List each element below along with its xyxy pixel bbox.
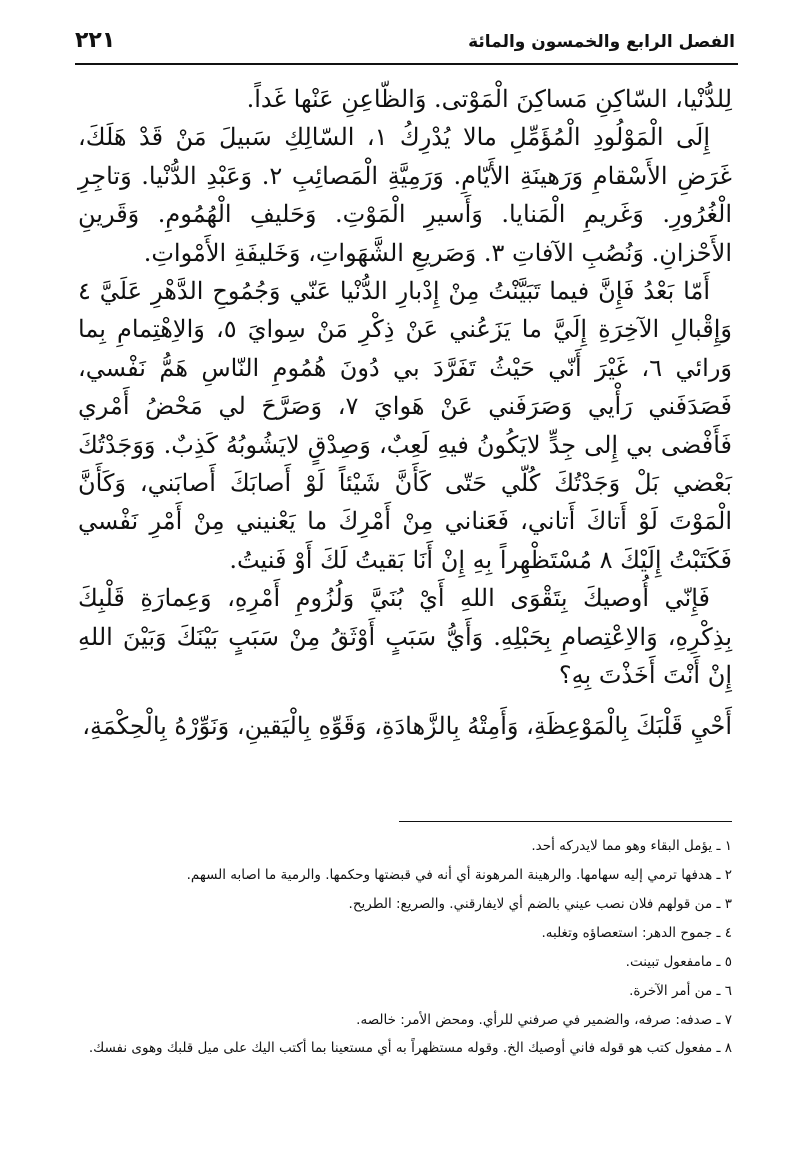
paragraph: أَحْيِ قَلْبَكَ بِالْمَوْعِظَةِ، وَأَمِتْهُ بِالزَّهادَةِ، وَقَوِّهِ بِالْيَقينِ، وَنَوِّرْهُ بِالْحِكْمَةِ، xyxy=(82,711,732,740)
page-number: ٢٢١ xyxy=(75,28,116,53)
footnote-divider xyxy=(399,821,732,822)
footnote: ٤ ـ جموح الدهر: استعصاؤه وتغلبه. xyxy=(541,925,732,941)
footnote: ٦ ـ من أمر الآخرة. xyxy=(629,983,732,999)
footnote: ٢ ـ هدفها ترمي إليه سهامها. والرهينة المرهونة أي أنه في قبضتها وحكمها. والرمية ما اصابه السهم. xyxy=(186,867,732,883)
footnote: ١ ـ يؤمل البقاء وهو مما لايدركه أحد. xyxy=(531,838,732,854)
footnote: ٧ ـ صدفه: صرفه، والضمير في صرفني للرأي. ومحض الأمر: خالصه. xyxy=(356,1012,732,1028)
header-divider xyxy=(75,63,738,65)
paragraph: أَمّا بَعْدُ فَإِنَّ فيما تَبَيَّنْتُ مِنْ إِدْبارِ الدُّنْيا عَنّي وَجُمُوحِ الدَّهْرِ عَلَيَّ ٤ وَإِقْبالِ الآخِرَةِ إِلَيَّ ما يَزَعُني عَنْ ذِكْرِ مَنْ سِوايَ ٥، وَالاِهْتِمامِ بِما وَرائي ٦، غَيْرَ أَنّي حَيْثُ تَفَرَّدَ بي دُونَ هُمُومِ النّاسِ هَمُّ نَفْسي، فَصَدَفَني رَأْيي وَصَرَفَني عَنْ هَوايَ ٧، وَصَرَّحَ لي مَحْضُ أَمْري فَأَفْضى بي إِلى جِدٍّ لايَكُونُ فيهِ لَعِبٌ، وَصِدْقٍ لايَشُوبُهُ كَذِبٌ. وَوَجَدْتُكَ بَعْضي بَلْ وَجَدْتُكَ كُلّي حَتّى كَأَنَّ شَيْئاً لَوْ أَصابَكَ أَصابَني، وَكَأَنَّ الْمَوْتَ لَوْ أَتاكَ أَتاني، فَعَناني مِنْ أَمْرِكَ ما يَعْنيني مِنْ أَمْرِ نَفْسي فَكَتَبْتُ إِلَيْكَ ٨ مُسْتَظْهِراً بِهِ إِنْ أَنَا بَقيتُ لَكَ أَوْ فَنيتُ. xyxy=(78,277,733,574)
page-header xyxy=(75,28,735,58)
chapter-title: الفصل الرابع والخمسون والمائة xyxy=(468,32,735,52)
footnote: ٨ ـ مفعول كتب هو قوله فاني أوصيك الخ. وقوله مستظهراً به أي مستعينا بما أكتب اليك على ميل قلبك وهوى نفسك. xyxy=(88,1040,732,1056)
footnotes xyxy=(78,832,732,1061)
paragraph: لِلدُّنْيا، السّاكِنِ مَساكِنَ الْمَوْتى. وَالظّاعِنِ عَنْها غَداً. xyxy=(246,85,732,113)
paragraph: إِلَى الْمَوْلُودِ الْمُؤَمِّلِ مالا يُدْرِكُ ١، السّالِكِ سَبيلَ مَنْ قَدْ هَلَكَ، غَرَضِ الأَسْقامِ وَرَهينَةِ الأَيّامِ. وَرَمِيَّةِ الْمَصائِبِ ٢. وَعَبْدِ الدُّنْيا. وَتاجِرِ الْغُرُورِ. وَغَريمِ الْمَنايا. وَأَسيرِ الْمَوْتِ. وَحَليفِ الْهُمُومِ. وَقَرينِ الأَحْزانِ. وَنُصُبِ الآفاتِ ٣. وَصَريعِ الشَّهَواتِ، وَخَليفَةِ الأَمْواتِ. xyxy=(78,123,732,267)
footnote: ٣ ـ من قولهم فلان نصب عيني بالضم أي لايفارقني. والصريع: الطريح. xyxy=(348,896,732,912)
footnote: ٥ ـ مامفعول تبينت. xyxy=(625,954,732,970)
paragraph: فَإِنّي أُوصيكَ بِتَقْوَى اللهِ أَيْ بُنَيَّ وَلُزُومِ أَمْرِهِ، وَعِمارَةِ قَلْبِكَ بِذِكْرِهِ، وَالاِعْتِصامِ بِحَبْلِهِ. وَأَيُّ سَبَبٍ أَوْثَقُ مِنْ سَبَبٍ بَيْنَكَ وَبَيْنَ اللهِ إِنْ أَنْتَ أَخَذْتَ بِهِ؟ xyxy=(78,584,732,690)
main-text xyxy=(78,80,732,745)
